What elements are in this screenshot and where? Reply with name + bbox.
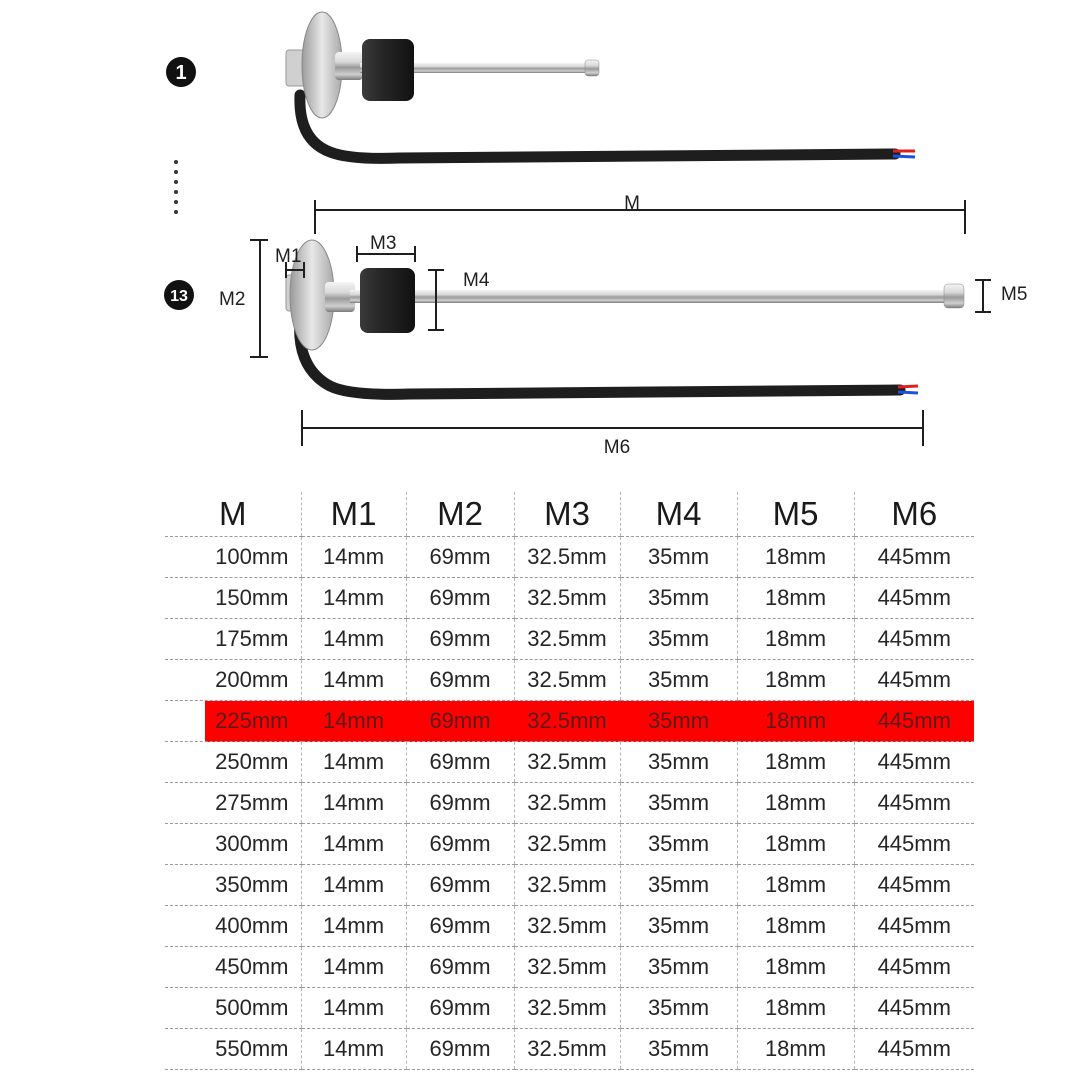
table-row	[165, 701, 974, 742]
table-cell: 69mm	[406, 906, 514, 947]
table-cell: 69mm	[406, 537, 514, 578]
table-cell: 445mm	[854, 783, 974, 824]
table-cell: 69mm	[406, 701, 514, 742]
table-cell: 100mm	[165, 537, 301, 578]
dim-label-m5: M5	[1001, 284, 1028, 305]
table-cell: 275mm	[165, 783, 301, 824]
table-cell: 69mm	[406, 742, 514, 783]
sensor-diagram	[0, 0, 1080, 480]
table-row	[165, 947, 974, 988]
table-body	[165, 537, 974, 1070]
rod-end	[585, 60, 599, 76]
table-row	[165, 537, 974, 578]
table-cell: 32.5mm	[514, 783, 620, 824]
column-header-m6: M6	[854, 492, 974, 537]
table-cell: 69mm	[406, 988, 514, 1029]
float	[362, 39, 414, 101]
table-cell: 69mm	[406, 947, 514, 988]
table-cell: 14mm	[301, 660, 406, 701]
table-cell: 18mm	[737, 865, 854, 906]
badge-label-1: 1	[175, 62, 187, 84]
table-cell: 32.5mm	[514, 537, 620, 578]
table-cell: 35mm	[620, 988, 737, 1029]
table-cell: 14mm	[301, 865, 406, 906]
table-cell: 14mm	[301, 537, 406, 578]
rod-end	[944, 284, 964, 308]
table-cell: 35mm	[620, 783, 737, 824]
table-cell: 18mm	[737, 1029, 854, 1070]
table-cell: 450mm	[165, 947, 301, 988]
table-cell: 150mm	[165, 578, 301, 619]
table-row	[165, 1029, 974, 1070]
table-cell: 445mm	[854, 537, 974, 578]
table-cell: 32.5mm	[514, 742, 620, 783]
table-cell: 18mm	[737, 701, 854, 742]
table-cell: 69mm	[406, 783, 514, 824]
table-cell: 500mm	[165, 988, 301, 1029]
table-row	[165, 865, 974, 906]
table-cell: 69mm	[406, 1029, 514, 1070]
table-cell: 14mm	[301, 578, 406, 619]
table-cell: 18mm	[737, 824, 854, 865]
dotted-separator	[174, 160, 178, 214]
table-cell: 350mm	[165, 865, 301, 906]
table-row	[165, 660, 974, 701]
dim-label-m2: M2	[219, 289, 246, 310]
table-cell: 445mm	[854, 988, 974, 1029]
dimension-spec-table	[165, 492, 974, 1070]
table-cell: 32.5mm	[514, 988, 620, 1029]
table-cell: 250mm	[165, 742, 301, 783]
table-cell: 35mm	[620, 865, 737, 906]
table-cell: 14mm	[301, 906, 406, 947]
sensor-short	[166, 12, 915, 158]
table-cell: 35mm	[620, 742, 737, 783]
table-cell: 445mm	[854, 1029, 974, 1070]
dim-label-m6: M6	[603, 437, 631, 458]
table-cell: 445mm	[854, 742, 974, 783]
table-cell: 445mm	[854, 701, 974, 742]
column-header-m: M	[165, 492, 301, 537]
table-cell: 69mm	[406, 619, 514, 660]
table-cell: 445mm	[854, 865, 974, 906]
dim-label-m3: M3	[370, 233, 397, 254]
dim-label-m4: M4	[463, 270, 490, 291]
table-cell: 32.5mm	[514, 906, 620, 947]
table-row	[165, 824, 974, 865]
table-cell: 18mm	[737, 783, 854, 824]
table-cell: 32.5mm	[514, 701, 620, 742]
table-cell: 18mm	[737, 742, 854, 783]
table-cell: 35mm	[620, 1029, 737, 1070]
table-cell: 35mm	[620, 947, 737, 988]
float	[360, 268, 415, 333]
table-row	[165, 578, 974, 619]
table-cell: 175mm	[165, 619, 301, 660]
table-cell: 18mm	[737, 947, 854, 988]
table-cell: 300mm	[165, 824, 301, 865]
table-cell: 69mm	[406, 660, 514, 701]
table-cell: 18mm	[737, 660, 854, 701]
wire-red	[898, 386, 918, 387]
column-header-m5: M5	[737, 492, 854, 537]
table-cell: 69mm	[406, 865, 514, 906]
table-cell: 69mm	[406, 824, 514, 865]
table-cell: 445mm	[854, 824, 974, 865]
table-cell: 14mm	[301, 824, 406, 865]
table-cell: 35mm	[620, 619, 737, 660]
dim-label-m1: M1	[275, 246, 302, 267]
table-cell: 14mm	[301, 701, 406, 742]
badge-label-13: 13	[170, 288, 188, 305]
cable	[300, 95, 895, 158]
table-cell: 225mm	[165, 701, 301, 742]
table-cell: 445mm	[854, 906, 974, 947]
table-cell: 69mm	[406, 578, 514, 619]
table-row	[165, 619, 974, 660]
table-row	[165, 783, 974, 824]
table-cell: 32.5mm	[514, 1029, 620, 1070]
table-row	[165, 906, 974, 947]
table-cell: 14mm	[301, 947, 406, 988]
column-header-m3: M3	[514, 492, 620, 537]
table-row	[165, 988, 974, 1029]
table-cell: 32.5mm	[514, 578, 620, 619]
table-cell: 445mm	[854, 578, 974, 619]
dim-label-m: M	[624, 193, 640, 214]
table-cell: 14mm	[301, 1029, 406, 1070]
table-cell: 14mm	[301, 619, 406, 660]
table-cell: 35mm	[620, 824, 737, 865]
hub	[335, 52, 363, 80]
column-header-m1: M1	[301, 492, 406, 537]
table-cell: 14mm	[301, 783, 406, 824]
table-cell: 32.5mm	[514, 865, 620, 906]
table-cell: 200mm	[165, 660, 301, 701]
table-cell: 14mm	[301, 988, 406, 1029]
table-cell: 18mm	[737, 906, 854, 947]
table-cell: 35mm	[620, 906, 737, 947]
table-cell: 445mm	[854, 947, 974, 988]
column-header-m4: M4	[620, 492, 737, 537]
table-cell: 550mm	[165, 1029, 301, 1070]
table-cell: 18mm	[737, 578, 854, 619]
table-cell: 18mm	[737, 619, 854, 660]
table-cell: 400mm	[165, 906, 301, 947]
column-header-m2: M2	[406, 492, 514, 537]
table-cell: 445mm	[854, 619, 974, 660]
table-header-row	[165, 492, 974, 537]
table-cell: 32.5mm	[514, 619, 620, 660]
table-cell: 32.5mm	[514, 824, 620, 865]
table-cell: 18mm	[737, 988, 854, 1029]
table-row	[165, 742, 974, 783]
table-cell: 35mm	[620, 537, 737, 578]
table-cell: 445mm	[854, 660, 974, 701]
table-cell: 35mm	[620, 660, 737, 701]
table-cell: 35mm	[620, 578, 737, 619]
table-cell: 32.5mm	[514, 660, 620, 701]
table-cell: 35mm	[620, 701, 737, 742]
rod	[350, 290, 948, 303]
wire-blue	[898, 392, 918, 393]
table-cell: 14mm	[301, 742, 406, 783]
wire-blue	[893, 156, 915, 157]
table-cell: 32.5mm	[514, 947, 620, 988]
table-cell: 18mm	[737, 537, 854, 578]
